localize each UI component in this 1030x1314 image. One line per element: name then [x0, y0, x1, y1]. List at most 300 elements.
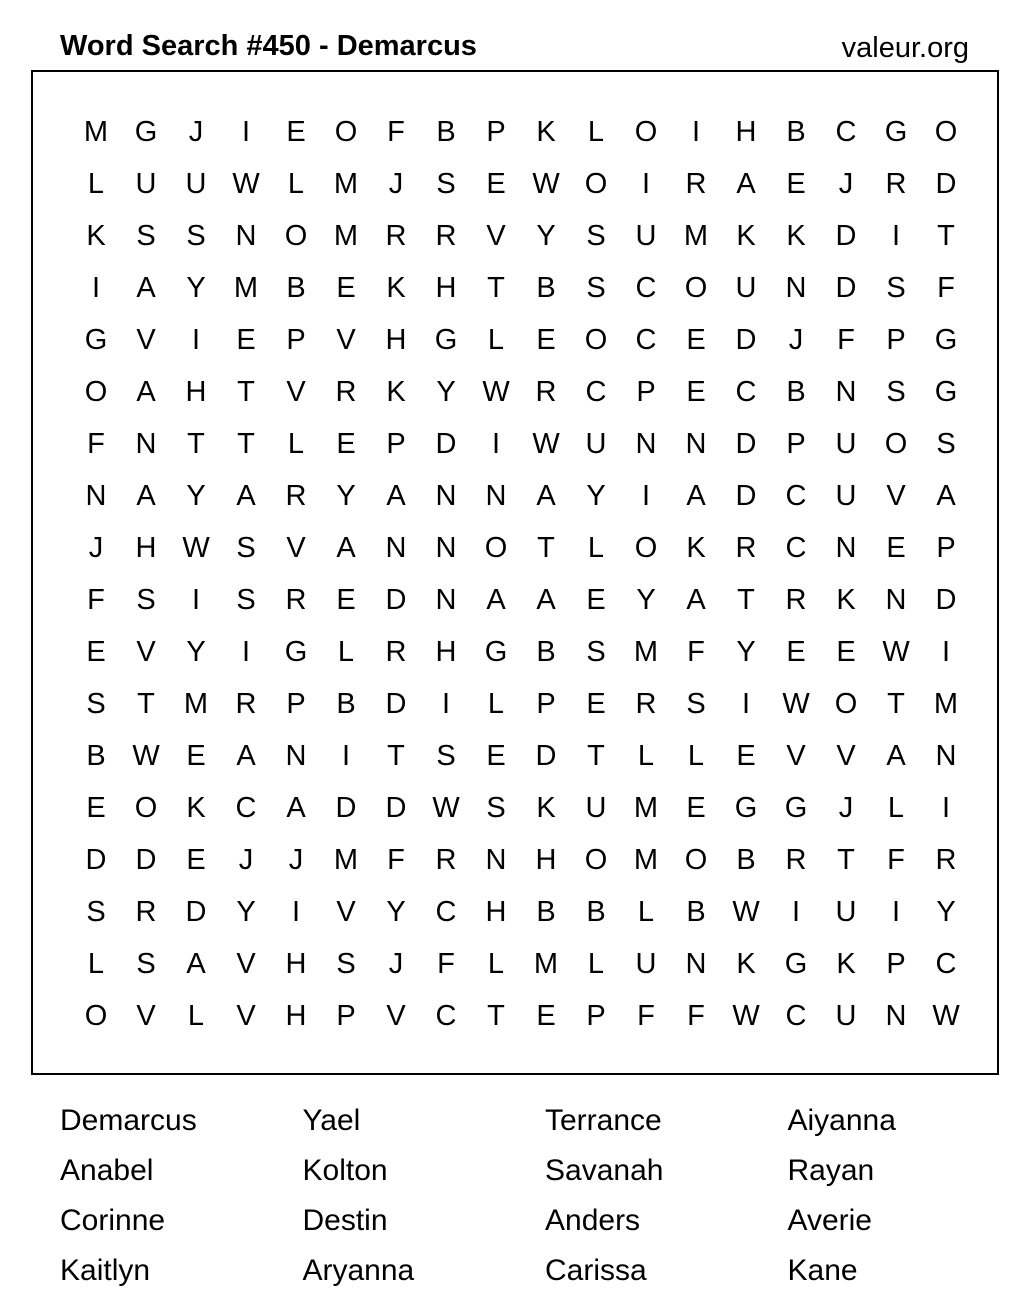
grid-letter: I [941, 635, 951, 668]
grid-letter: P [536, 687, 556, 720]
grid-letter: S [186, 219, 206, 252]
grid-letter: B [286, 271, 306, 304]
grid-letter: A [236, 739, 256, 772]
grid-letter: M [183, 687, 209, 720]
grid-letter: P [636, 375, 656, 408]
grid-letter: F [887, 843, 905, 876]
letter-grid-frame [31, 70, 999, 1075]
grid-letter: C [785, 531, 807, 564]
grid-letter: I [191, 323, 201, 356]
grid-letter: O [84, 999, 108, 1032]
grid-letter: Y [186, 271, 206, 304]
grid-letter: T [737, 583, 755, 616]
grid-letter: I [741, 687, 751, 720]
grid-letter: K [86, 219, 106, 252]
word-list-item: Rayan [787, 1154, 875, 1187]
grid-letter: C [235, 791, 257, 824]
grid-letter: R [435, 219, 457, 252]
grid-letter: W [532, 427, 560, 460]
grid-letter: T [937, 219, 955, 252]
grid-letter: A [686, 583, 706, 616]
grid-letter: H [285, 999, 307, 1032]
grid-letter: L [687, 739, 705, 772]
grid-letter: G [284, 635, 308, 668]
grid-letter: E [536, 323, 556, 356]
grid-letter: E [486, 739, 506, 772]
grid-letter: Y [336, 479, 356, 512]
grid-letter: S [436, 739, 456, 772]
grid-letter: F [837, 323, 855, 356]
grid-letter: C [435, 895, 457, 928]
grid-letter: D [735, 427, 757, 460]
grid-letter: A [186, 947, 206, 980]
grid-letter: T [137, 687, 155, 720]
grid-letter: E [236, 323, 256, 356]
grid-letter: A [736, 167, 756, 200]
grid-letter: H [185, 375, 207, 408]
grid-letter: M [333, 167, 359, 200]
grid-letter: P [786, 427, 806, 460]
grid-letter: M [683, 219, 709, 252]
grid-letter: D [735, 323, 757, 356]
grid-letter: T [187, 427, 205, 460]
grid-letter: T [587, 739, 605, 772]
grid-letter: S [86, 895, 106, 928]
grid-letter: J [88, 531, 104, 564]
grid-letter: O [84, 375, 108, 408]
grid-letter: W [532, 167, 560, 200]
grid-letter: S [236, 531, 256, 564]
grid-letter: I [691, 115, 701, 148]
grid-letter: E [886, 531, 906, 564]
grid-letter: J [388, 947, 404, 980]
grid-letter: K [686, 531, 706, 564]
grid-letter: D [135, 843, 157, 876]
grid-letter: E [836, 635, 856, 668]
grid-letter: L [637, 739, 655, 772]
grid-letter: R [785, 583, 807, 616]
grid-letter: E [686, 791, 706, 824]
grid-letter: E [586, 687, 606, 720]
grid-letter: L [887, 791, 905, 824]
grid-letter: R [735, 531, 757, 564]
grid-letter: N [485, 843, 507, 876]
grid-letter: U [585, 427, 607, 460]
grid-letter: U [585, 791, 607, 824]
grid-letter: E [336, 583, 356, 616]
grid-letter: A [236, 479, 256, 512]
grid-letter: G [84, 323, 108, 356]
grid-letter: L [587, 115, 605, 148]
word-list-item: Averie [787, 1204, 872, 1237]
grid-letter: R [635, 687, 657, 720]
word-list-item: Aryanna [302, 1254, 415, 1287]
grid-letter: H [735, 115, 757, 148]
grid-letter: G [434, 323, 458, 356]
grid-letter: F [87, 427, 105, 460]
grid-letter: D [385, 583, 407, 616]
grid-letter: B [586, 895, 606, 928]
grid-letter: D [85, 843, 107, 876]
grid-letter: K [386, 375, 406, 408]
grid-letter: T [837, 843, 855, 876]
grid-letter: N [435, 583, 457, 616]
grid-letter: A [286, 791, 306, 824]
grid-letter: F [687, 999, 705, 1032]
grid-letter: A [136, 479, 156, 512]
grid-letter: Y [636, 583, 656, 616]
grid-letter: M [533, 947, 559, 980]
grid-letter: R [685, 167, 707, 200]
grid-letter: S [136, 219, 156, 252]
grid-letter: O [834, 687, 858, 720]
grid-letter: W [732, 895, 760, 928]
grid-letter: L [587, 947, 605, 980]
grid-letter: J [388, 167, 404, 200]
grid-letter: N [785, 271, 807, 304]
grid-letter: T [237, 375, 255, 408]
word-list-item: Anders [545, 1204, 641, 1237]
grid-letter: R [885, 167, 907, 200]
grid-letter: A [536, 583, 556, 616]
word-list-item: Terrance [545, 1104, 662, 1137]
grid-letter: D [385, 791, 407, 824]
grid-letter: A [936, 479, 956, 512]
grid-letter: U [185, 167, 207, 200]
grid-letter: N [385, 531, 407, 564]
grid-letter: D [435, 427, 457, 460]
grid-letter: W [482, 375, 510, 408]
grid-letter: T [887, 687, 905, 720]
grid-letter: N [285, 739, 307, 772]
grid-letter: R [385, 635, 407, 668]
grid-letter: U [835, 895, 857, 928]
grid-letter: I [941, 791, 951, 824]
grid-letter: W [132, 739, 160, 772]
grid-letter: M [633, 635, 659, 668]
grid-letter: K [736, 947, 756, 980]
grid-letter: C [585, 375, 607, 408]
grid-letter: K [836, 947, 856, 980]
grid-letter: D [185, 895, 207, 928]
grid-letter: L [487, 687, 505, 720]
grid-letter: R [335, 375, 357, 408]
grid-letter: B [436, 115, 456, 148]
grid-letter: K [386, 271, 406, 304]
grid-letter: G [884, 115, 908, 148]
grid-letter: C [735, 375, 757, 408]
grid-letter: H [535, 843, 557, 876]
grid-letter: Y [936, 895, 956, 928]
grid-letter: V [836, 739, 856, 772]
grid-letter: E [86, 791, 106, 824]
grid-letter: D [335, 791, 357, 824]
grid-letter: H [435, 271, 457, 304]
grid-letter: N [685, 427, 707, 460]
site-name: valeur.org [841, 32, 969, 64]
grid-letter: K [536, 115, 556, 148]
grid-letter: B [736, 843, 756, 876]
grid-letter: N [435, 531, 457, 564]
grid-letter: P [586, 999, 606, 1032]
grid-letter: J [288, 843, 304, 876]
grid-letter: V [886, 479, 906, 512]
grid-letter: Y [536, 219, 556, 252]
grid-letter: S [486, 791, 506, 824]
grid-letter: D [935, 583, 957, 616]
grid-letter: N [235, 219, 257, 252]
word-list-item: Anabel [60, 1154, 154, 1187]
grid-letter: N [435, 479, 457, 512]
grid-letter: I [641, 479, 651, 512]
grid-letter: I [241, 115, 251, 148]
grid-letter: E [586, 583, 606, 616]
grid-letter: P [486, 115, 506, 148]
grid-letter: V [236, 947, 256, 980]
grid-letter: I [241, 635, 251, 668]
grid-letter: L [587, 531, 605, 564]
grid-letter: V [136, 323, 156, 356]
grid-letter: S [86, 687, 106, 720]
grid-letter: W [232, 167, 260, 200]
grid-letter: B [336, 687, 356, 720]
grid-letter: E [536, 999, 556, 1032]
grid-letter: O [584, 167, 608, 200]
grid-letter: P [286, 687, 306, 720]
grid-letter: H [485, 895, 507, 928]
grid-letter: W [182, 531, 210, 564]
word-list-item: Kaitlyn [60, 1254, 151, 1287]
grid-letter: I [191, 583, 201, 616]
grid-letter: N [485, 479, 507, 512]
grid-letter: E [686, 375, 706, 408]
grid-letter: N [85, 479, 107, 512]
grid-letter: V [386, 999, 406, 1032]
grid-letter: S [936, 427, 956, 460]
grid-letter: R [285, 479, 307, 512]
grid-letter: B [786, 375, 806, 408]
grid-letter: F [937, 271, 955, 304]
grid-letter: L [287, 167, 305, 200]
grid-letter: O [284, 219, 308, 252]
grid-letter: J [188, 115, 204, 148]
grid-letter: U [635, 219, 657, 252]
grid-letter: N [835, 375, 857, 408]
word-list-item: Destin [302, 1204, 388, 1237]
grid-letter: R [385, 219, 407, 252]
word-list [60, 1096, 1030, 1296]
grid-letter: S [336, 947, 356, 980]
grid-letter: L [487, 323, 505, 356]
grid-letter: N [885, 999, 907, 1032]
grid-letter: J [788, 323, 804, 356]
grid-letter: M [633, 843, 659, 876]
word-list-item: Aiyanna [787, 1104, 896, 1137]
grid-letter: R [285, 583, 307, 616]
grid-letter: O [584, 323, 608, 356]
word-list-item: Kolton [302, 1154, 388, 1187]
grid-letter: F [637, 999, 655, 1032]
grid-letter: S [686, 687, 706, 720]
grid-letter: B [86, 739, 106, 772]
grid-letter: A [486, 583, 506, 616]
grid-letter: V [286, 531, 306, 564]
grid-letter: S [886, 375, 906, 408]
grid-letter: L [87, 947, 105, 980]
grid-letter: O [484, 531, 508, 564]
grid-letter: L [87, 167, 105, 200]
grid-letter: O [584, 843, 608, 876]
word-list-item: Yael [302, 1104, 361, 1137]
word-list-item: Savanah [545, 1154, 664, 1187]
word-list-item: Carissa [545, 1254, 647, 1287]
grid-letter: W [782, 687, 810, 720]
grid-letter: O [634, 115, 658, 148]
grid-letter: U [735, 271, 757, 304]
grid-letter: N [685, 947, 707, 980]
grid-letter: T [387, 739, 405, 772]
grid-letter: L [337, 635, 355, 668]
grid-letter: S [586, 635, 606, 668]
grid-letter: I [891, 895, 901, 928]
grid-letter: N [135, 427, 157, 460]
grid-letter: E [186, 843, 206, 876]
grid-letter: F [437, 947, 455, 980]
grid-letter: C [785, 999, 807, 1032]
grid-letter: M [233, 271, 259, 304]
grid-letter: L [287, 427, 305, 460]
grid-letter: F [387, 843, 405, 876]
word-list-item: Corinne [60, 1204, 166, 1237]
grid-letter: G [934, 375, 958, 408]
grid-letter: C [635, 271, 657, 304]
grid-letter: Y [236, 895, 256, 928]
grid-letter: O [684, 271, 708, 304]
grid-letter: L [187, 999, 205, 1032]
grid-letter: A [336, 531, 356, 564]
word-list-item: Demarcus [60, 1104, 197, 1137]
grid-letter: O [884, 427, 908, 460]
grid-letter: G [784, 947, 808, 980]
grid-letter: M [333, 219, 359, 252]
grid-letter: R [235, 687, 257, 720]
grid-letter: H [285, 947, 307, 980]
grid-letter: I [341, 739, 351, 772]
grid-letter: S [586, 271, 606, 304]
grid-letter: M [633, 791, 659, 824]
grid-letter: E [736, 739, 756, 772]
grid-letter: O [634, 531, 658, 564]
grid-letter: S [136, 947, 156, 980]
grid-letter: Y [386, 895, 406, 928]
grid-letter: O [334, 115, 358, 148]
grid-letter: I [791, 895, 801, 928]
grid-letter: E [786, 167, 806, 200]
grid-letter: Y [436, 375, 456, 408]
grid-letter: S [886, 271, 906, 304]
grid-letter: B [536, 271, 556, 304]
grid-letter: N [635, 427, 657, 460]
grid-letter: T [487, 999, 505, 1032]
grid-letter: E [686, 323, 706, 356]
grid-letter: U [835, 479, 857, 512]
grid-letter: B [536, 895, 556, 928]
grid-letter: O [934, 115, 958, 148]
grid-letter: D [385, 687, 407, 720]
grid-letter: D [735, 479, 757, 512]
grid-letter: P [336, 999, 356, 1032]
word-list-item: Kane [787, 1254, 858, 1287]
grid-letter: M [83, 115, 109, 148]
grid-letter: W [932, 999, 960, 1032]
grid-letter: E [86, 635, 106, 668]
grid-letter: C [435, 999, 457, 1032]
grid-letter: U [835, 427, 857, 460]
grid-letter: V [236, 999, 256, 1032]
grid-letter: K [786, 219, 806, 252]
grid-letter: F [687, 635, 705, 668]
grid-letter: T [237, 427, 255, 460]
grid-letter: T [537, 531, 555, 564]
grid-letter: I [441, 687, 451, 720]
grid-letter: K [736, 219, 756, 252]
grid-letter: J [838, 791, 854, 824]
grid-letter: C [785, 479, 807, 512]
grid-letter: A [136, 271, 156, 304]
grid-letter: O [134, 791, 158, 824]
grid-letter: D [935, 167, 957, 200]
grid-letter: E [186, 739, 206, 772]
grid-letter: H [435, 635, 457, 668]
grid-letter: V [336, 323, 356, 356]
grid-letter: D [835, 219, 857, 252]
grid-letter: Y [186, 479, 206, 512]
grid-letter: K [836, 583, 856, 616]
grid-letter: I [91, 271, 101, 304]
grid-letter: R [135, 895, 157, 928]
grid-letter: V [486, 219, 506, 252]
grid-letter: M [933, 687, 959, 720]
grid-letter: G [784, 791, 808, 824]
grid-letter: Y [186, 635, 206, 668]
grid-letter: W [882, 635, 910, 668]
grid-letter: E [336, 427, 356, 460]
grid-letter: A [886, 739, 906, 772]
grid-letter: U [635, 947, 657, 980]
grid-letter: P [936, 531, 956, 564]
grid-letter: W [732, 999, 760, 1032]
grid-letter: V [136, 999, 156, 1032]
grid-letter: A [686, 479, 706, 512]
grid-letter: Y [586, 479, 606, 512]
grid-letter: J [838, 167, 854, 200]
grid-letter: P [886, 947, 906, 980]
grid-letter: U [835, 999, 857, 1032]
grid-letter: S [136, 583, 156, 616]
grid-letter: R [785, 843, 807, 876]
grid-letter: B [536, 635, 556, 668]
grid-letter: R [535, 375, 557, 408]
grid-letter: V [286, 375, 306, 408]
grid-letter: K [536, 791, 556, 824]
grid-letter: D [535, 739, 557, 772]
grid-letter: A [136, 375, 156, 408]
grid-letter: I [291, 895, 301, 928]
grid-letter: G [734, 791, 758, 824]
letter-grid [71, 106, 971, 1042]
grid-letter: I [641, 167, 651, 200]
grid-letter: G [934, 323, 958, 356]
